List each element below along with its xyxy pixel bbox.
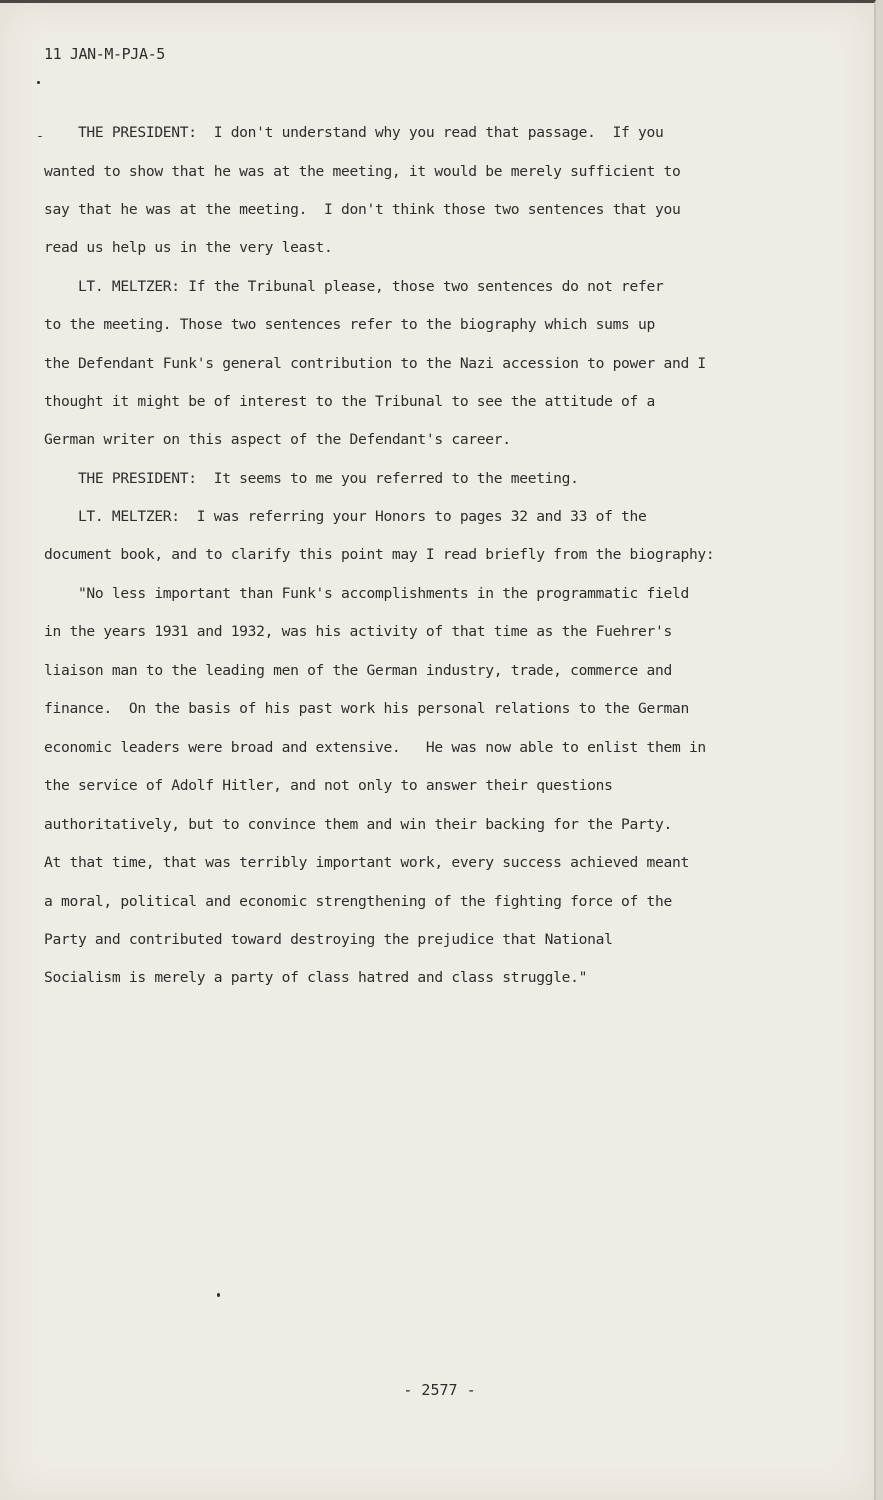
text-line: economic leaders were broad and extensive. He was now able to enlist them in	[44, 739, 706, 756]
page-footer	[0, 1381, 883, 1399]
text-line: a moral, political and economic strengthening of the fighting force of the	[44, 893, 672, 910]
text-line: the service of Adolf Hitler, and not only to answer their questions	[44, 777, 613, 794]
text-line: thought it might be of interest to the Tribunal to see the attitude of a	[44, 393, 656, 410]
text-line: wanted to show that he was at the meeting, it would be merely sufficient to	[44, 163, 681, 180]
page-number: - 2577 -	[403, 1381, 476, 1399]
ink-speck	[38, 136, 42, 137]
ink-speck	[37, 81, 40, 84]
text-line: THE PRESIDENT: It seems to me you referred to the meeting.	[44, 470, 579, 487]
text-line: in the years 1931 and 1932, was his activity of that time as the Fuehrer's	[44, 623, 672, 640]
text-line: say that he was at the meeting. I don't think those two sentences that you	[44, 201, 681, 218]
ink-speck	[217, 1293, 220, 1297]
text-line: authoritatively, but to convince them and win their backing for the Party.	[44, 816, 672, 833]
text-line: "No less important than Funk's accomplishments in the programmatic field	[44, 585, 689, 602]
text-line: read us help us in the very least.	[44, 239, 333, 256]
text-line: the Defendant Funk's general contribution to the Nazi accession to power and I	[44, 355, 706, 372]
text-line: to the meeting. Those two sentences refer to the biography which sums up	[44, 316, 656, 333]
text-line: Party and contributed toward destroying the prejudice that National	[44, 931, 613, 948]
text-line: German writer on this aspect of the Defendant's career.	[44, 431, 511, 448]
text-line: document book, and to clarify this point may I read briefly from the biography:	[44, 546, 715, 563]
text-line: finance. On the basis of his past work his personal relations to the German	[44, 700, 689, 717]
text-line: LT. MELTZER: If the Tribunal please, those two sentences do not refer	[44, 278, 664, 295]
text-line: Socialism is merely a party of class hatred and class struggle."	[44, 969, 588, 986]
text-line: LT. MELTZER: I was referring your Honors to pages 32 and 33 of the	[44, 508, 647, 525]
text-line: THE PRESIDENT: I don't understand why you read that passage. If you	[44, 124, 664, 141]
text-line: liaison man to the leading men of the German industry, trade, commerce and	[44, 662, 672, 679]
document-id: 11 JAN-M-PJA-5	[44, 45, 165, 63]
text-line: At that time, that was terribly important work, every success achieved meant	[44, 854, 689, 871]
